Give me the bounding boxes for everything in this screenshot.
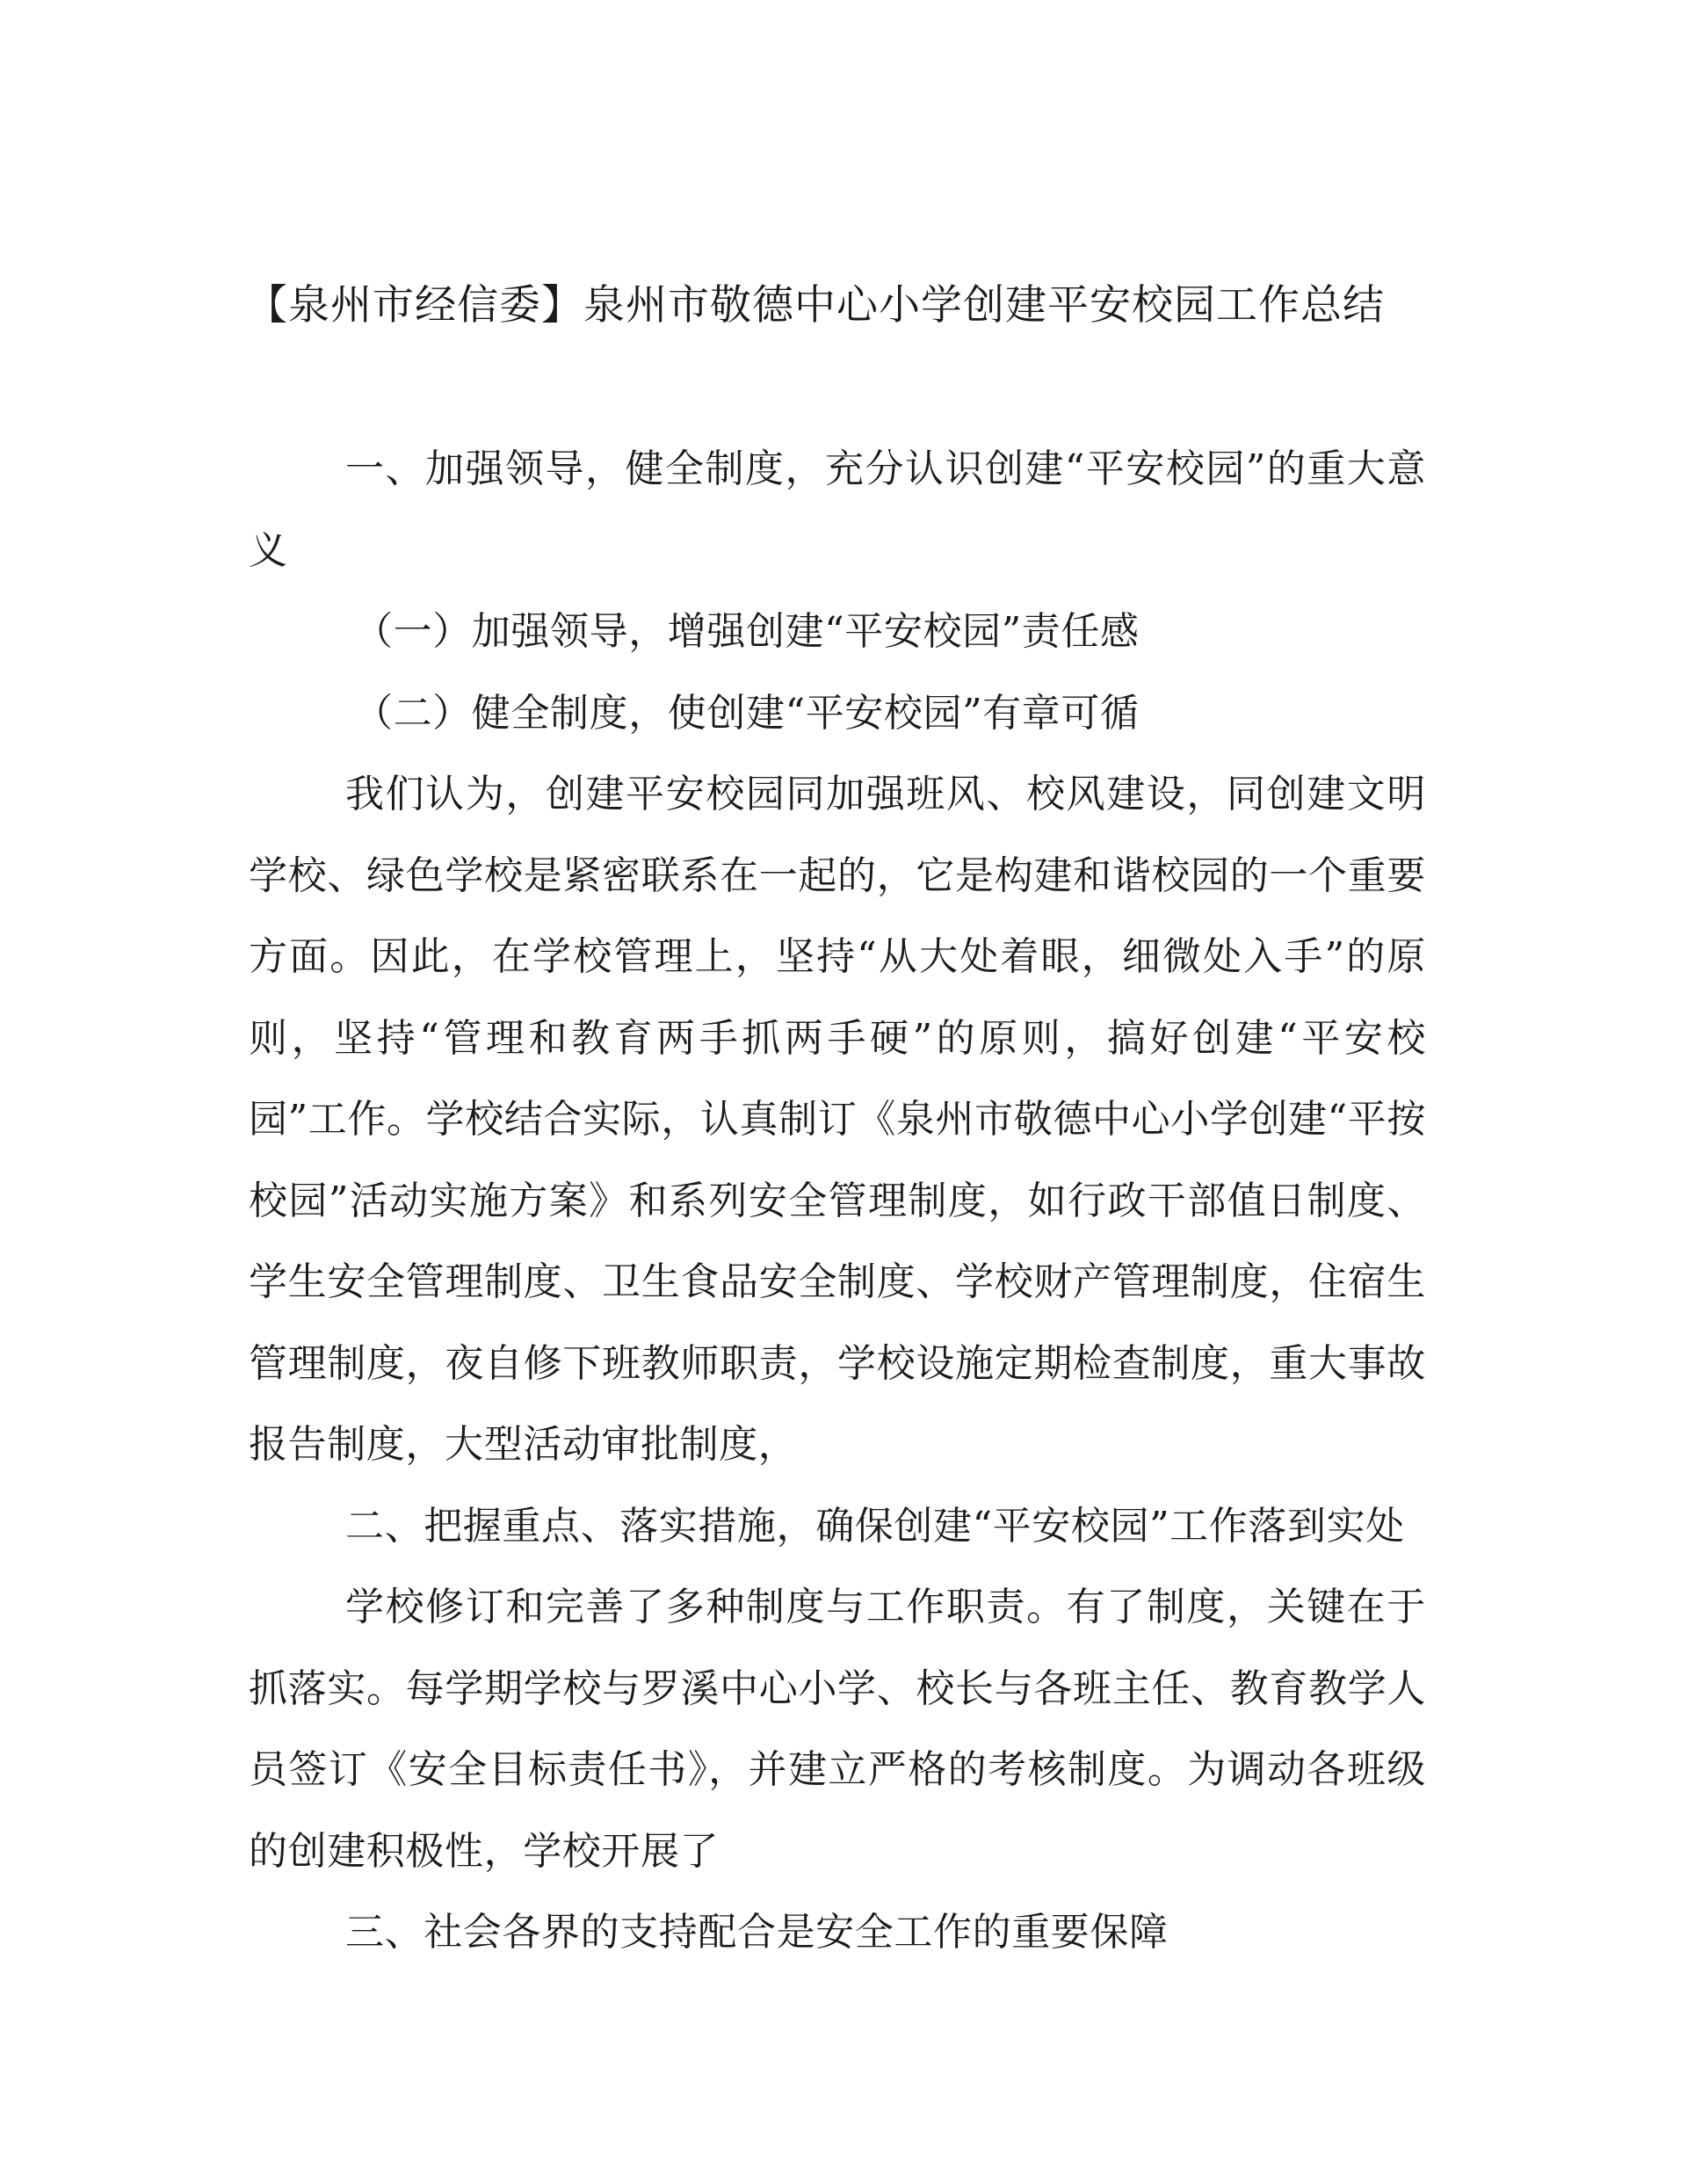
section-heading-1: 一、加强领导，健全制度，充分认识创建“平安校园”的重大意义	[249, 446, 1426, 573]
document-title: 【泉州市经信委】泉州市敬德中心小学创建平安校园工作总结	[246, 281, 1385, 330]
body-paragraph-1: 我们认为，创建平安校园同加强班风、校风建设，同创建文明学校、绿色学校是紧密联系在一起的，它是构建和谐校园的一个重要方面。因此，在学校管理上，坚持“从大处着眼，细微处入手”的原则，坚持“管理和教育两手抓两手硬”的原则，搞好创建“平安校园”工作。学校结合实际，认真制订《泉州市敬德中心小学创建“平按校园”活动实施方案》和系列安全管理制度，如行政干部值日制度、学生安全管理制度、卫生食品安全制度、学校财产管理制度，住宿生管理制度，夜自修下班教师职责，学校设施定期检查制度，重大事故报告制度，大型活动审批制度，	[249, 772, 1426, 1467]
subsection-heading-1: （一）加强领导，增强创建“平安校园”责任感	[354, 609, 1140, 654]
subsection-heading-2: （二）健全制度，使创建“平安校园”有章可循	[354, 690, 1140, 736]
section-heading-2: 二、把握重点、落实措施，确保创建“平安校园”工作落到实处	[345, 1503, 1405, 1549]
document-body	[249, 429, 1426, 1974]
section-heading-3: 三、社会各界的支持配合是安全工作的重要保障	[345, 1910, 1169, 1955]
body-paragraph-2: 学校修订和完善了多种制度与工作职责。有了制度，关键在于抓落实。每学期学校与罗溪中心小学、校长与各班主任、教育教学人员签订《安全目标责任书》，并建立严格的考核制度。为调动各班级的创建积极性，学校开展了	[249, 1585, 1426, 1874]
